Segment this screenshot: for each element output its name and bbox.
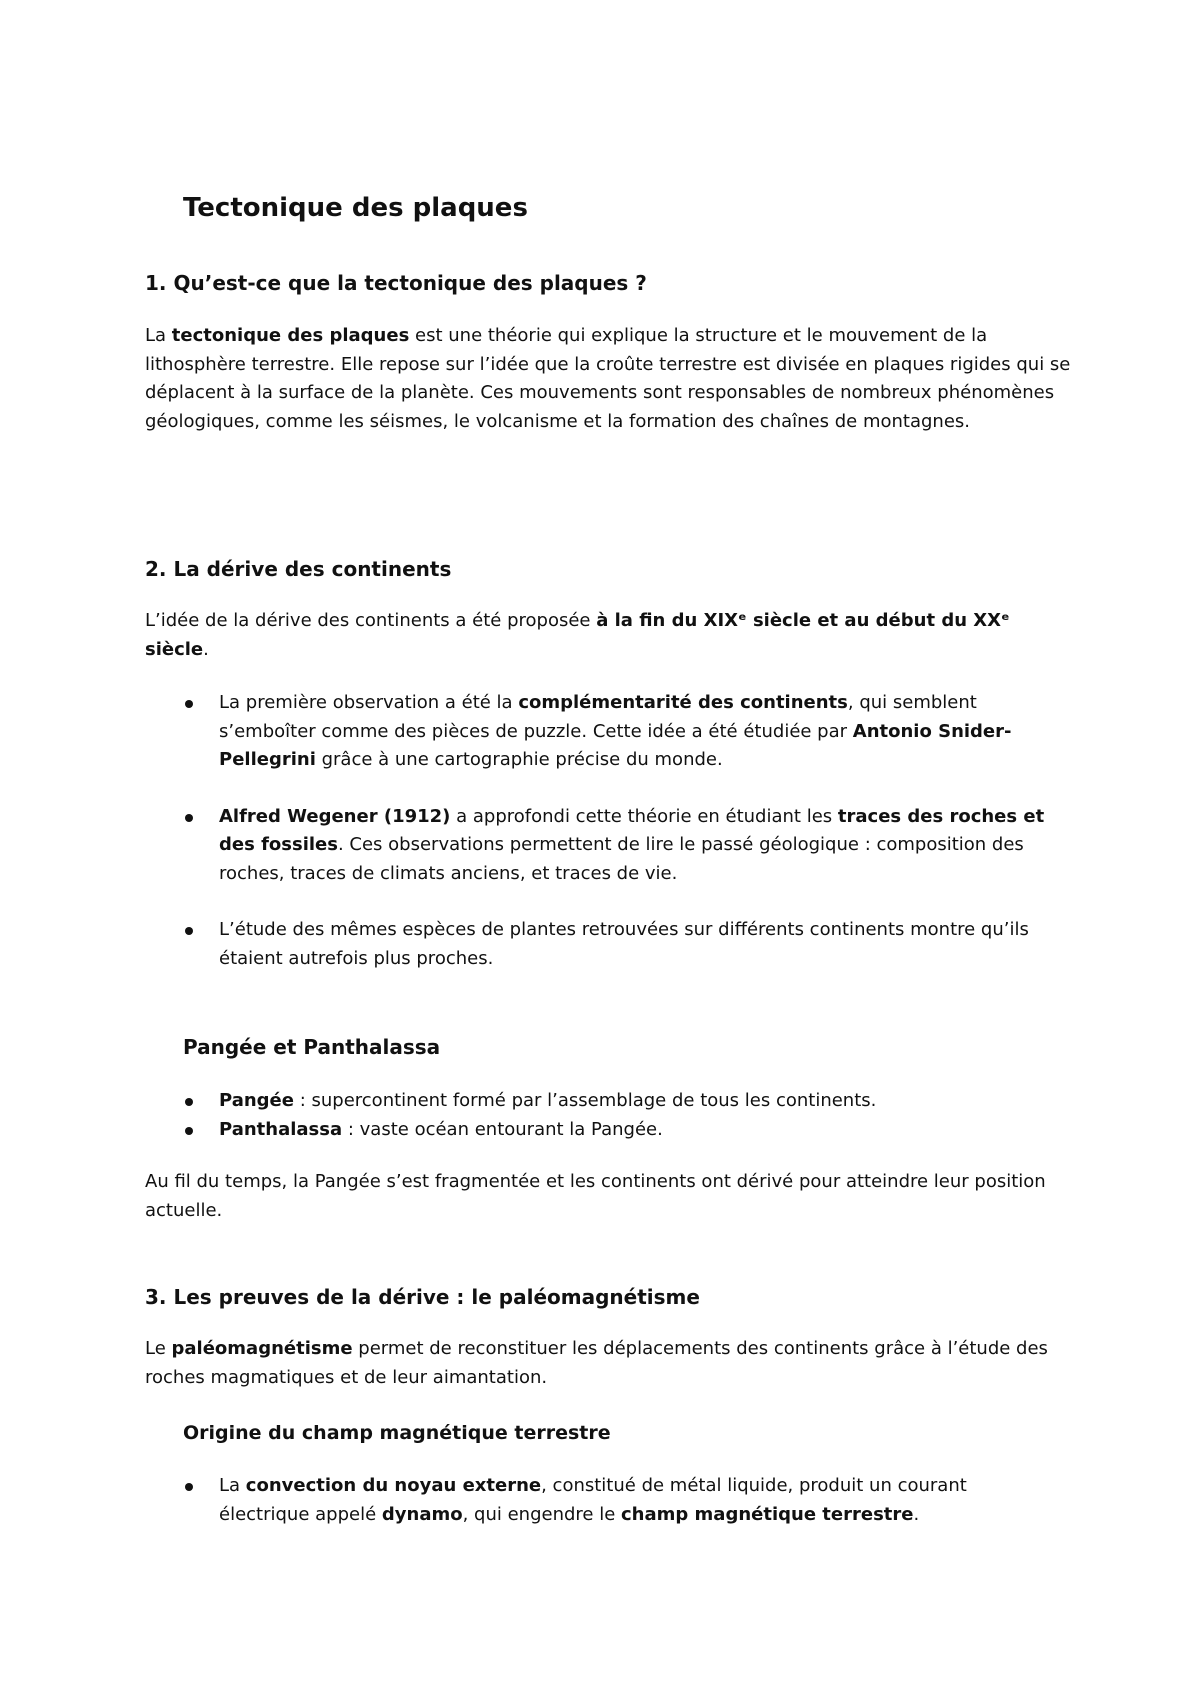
bold-term: champ magnétique terrestre bbox=[621, 1503, 914, 1525]
text-span: , qui engendre le bbox=[462, 1503, 622, 1525]
text-span: La bbox=[219, 1475, 246, 1496]
section-3-bullet-list bbox=[0, 1472, 1049, 1529]
text-span: : supercontinent formé par l’assemblage de tous les continents. bbox=[293, 1090, 877, 1111]
section-1-heading: 1. Qu’est-ce que la tectonique des plaques ? bbox=[145, 271, 647, 295]
text-span: Le bbox=[145, 1338, 172, 1359]
subsection-heading-magnetic-field: Origine du champ magnétique terrestre bbox=[183, 1422, 611, 1444]
text-span: permet de reconstituer les déplacements des continents grâce à l’étude des roches magmatiques et de leur aimantation. bbox=[145, 1338, 1048, 1388]
bold-term: Pangée bbox=[219, 1090, 294, 1111]
bold-term: tectonique des plaques bbox=[171, 325, 410, 346]
list-item-text bbox=[219, 1087, 1049, 1116]
list-item bbox=[0, 1472, 1049, 1529]
text-span: La première observation a été la bbox=[219, 692, 519, 713]
bold-term: à la fin du XIXᵉ siècle et au début du XXᵉ siècle bbox=[145, 610, 1010, 660]
list-item-text bbox=[219, 689, 1049, 775]
list-item bbox=[0, 1116, 1049, 1145]
pangea-bullet-list bbox=[0, 1087, 1049, 1144]
document-title: Tectonique des plaques bbox=[183, 193, 528, 223]
section-2-heading: 2. La dérive des continents bbox=[145, 557, 452, 581]
section-2-intro bbox=[145, 607, 1075, 664]
text-span: , qui semblent s’emboîter comme des pièces de puzzle. Cette idée a été étudiée par bbox=[219, 692, 977, 742]
bullet-icon bbox=[185, 1098, 193, 1106]
bold-term: paléomagnétisme bbox=[171, 1338, 353, 1359]
list-item bbox=[0, 916, 1049, 973]
bullet-icon bbox=[185, 700, 193, 708]
bullet-icon bbox=[185, 814, 193, 822]
list-item bbox=[0, 689, 1049, 775]
section-1-paragraph bbox=[145, 322, 1075, 436]
list-item-text bbox=[219, 1472, 1049, 1529]
text-span: . Ces observations permettent de lire le passé géologique : composition des roches, traces de climats anciens, et traces de vie. bbox=[219, 834, 1024, 884]
text-span: L’idée de la dérive des continents a été proposée bbox=[145, 610, 597, 631]
list-item-text bbox=[219, 1116, 1049, 1145]
section-2-closing-paragraph: Au fil du temps, la Pangée s’est fragmentée et les continents ont dérivé pour atteindre leur position actuelle. bbox=[145, 1171, 1046, 1221]
list-item bbox=[0, 803, 1049, 889]
text-span: , constitué de métal liquide, produit un courant électrique appelé bbox=[219, 1475, 967, 1525]
bold-term: convection du noyau externe bbox=[245, 1475, 542, 1496]
list-item-text: L’étude des mêmes espèces de plantes retrouvées sur différents continents montre qu’ils étaient autrefois plus proches. bbox=[219, 919, 1029, 969]
section-3-paragraph bbox=[145, 1335, 1075, 1392]
bold-term: traces des roches et des fossiles bbox=[219, 805, 1045, 855]
text-span: est une théorie qui explique la structure et le mouvement de la lithosphère terrestre. Elle repose sur l’idée que la croûte terrestre est divisée en plaques rigides qui se déplacent à la surface de la planète. Ces mouvements sont responsables de nombreux phénomènes géologiques, comme les séismes, le volcanisme et la formation des chaînes de montagnes. bbox=[145, 325, 1071, 432]
bold-term: complémentarité des continents bbox=[518, 692, 848, 713]
section-3-heading: 3. Les preuves de la dérive : le paléomagnétisme bbox=[145, 1285, 700, 1309]
text-span: . bbox=[913, 1503, 920, 1525]
bullet-icon bbox=[185, 1483, 193, 1491]
list-item-text bbox=[219, 803, 1049, 889]
subsection-heading-pangea: Pangée et Panthalassa bbox=[183, 1035, 441, 1059]
bold-term: Panthalassa bbox=[219, 1118, 343, 1140]
text-span: . bbox=[203, 638, 209, 660]
bullet-icon bbox=[185, 927, 193, 935]
text-span: grâce à une cartographie précise du monde. bbox=[315, 749, 723, 770]
bold-term: dynamo bbox=[381, 1503, 463, 1525]
bullet-icon bbox=[185, 1127, 193, 1135]
text-span: a approfondi cette théorie en étudiant les bbox=[450, 805, 838, 827]
list-item bbox=[0, 1087, 1049, 1116]
text-span: : vaste océan entourant la Pangée. bbox=[342, 1118, 663, 1140]
bold-term: Alfred Wegener (1912) bbox=[219, 805, 451, 827]
bold-term: Antonio Snider-Pellegrini bbox=[219, 720, 1012, 770]
text-span: La bbox=[145, 325, 172, 346]
section-2-bullet-list bbox=[0, 689, 1049, 973]
